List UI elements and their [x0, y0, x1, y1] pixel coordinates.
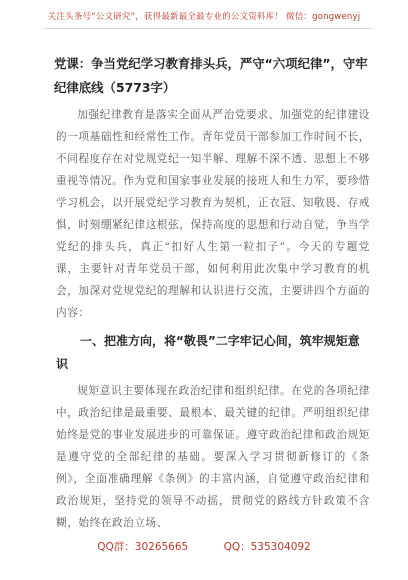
footer-qq: QQ：535304092	[223, 541, 311, 553]
section-heading: 一、把准方向，将“敬畏”二字牢记心间，筑牢规矩意识	[56, 334, 360, 371]
section-paragraph: 规矩意识主要体现在政治纪律和组织纪律。在党的各项纪律中，政治纪律是最重要、最根本、最关键的纪律。严明组织纪律始终是党的事业发展进步的可靠保证。遵守政治纪律和政治规矩是遵守党的全部纪律的基础。要深入学习贯彻新修订的《条例》，全面准确理解《条例》的丰富内涵，自觉遵守政治纪律和政治规矩，坚持党的领导不动摇，贯彻党的路线方针政策不含糊，始终在政治立场、	[56, 385, 370, 529]
document-body	[56, 52, 370, 534]
header-divider	[44, 28, 372, 29]
header-banner: 关注头条号“公文研究”，获得最新最全最专业的公文资料库！ 微信：gongwenyj	[47, 12, 361, 22]
footer-qq-group: QQ群：30265665	[97, 541, 189, 553]
document-title: 党课：争当党纪学习教育排头兵，严守“六项纪律”，守牢纪律底线（5773字）	[54, 56, 368, 95]
intro-paragraph: 加强纪律教育是落实全面从严治党要求、加强党的纪律建设的一项基础性和经常性工作。青年党员干部参加工作时间不长，不同程度存在对党规党纪一知半解、理解不深不透、思想上不够重视等情况。作为党和国家事业发展的接班人和生力军，要珍惜学习机会，以开展党纪学习教育为契机，正衣冠、知敬畏、存戒惧，时刻绷紧纪律这根弦，保持高度的思想和行动自觉，争当学党纪的排头兵，真正“扣好人生第一粒扣子”。今天的专题党课，主要针对青年党员干部，如何利用此次集中学习教育的机会，加深对党规党纪的理解和认识进行交流，主要讲四个方面的内容：	[56, 109, 370, 319]
footer-contacts	[0, 539, 408, 554]
